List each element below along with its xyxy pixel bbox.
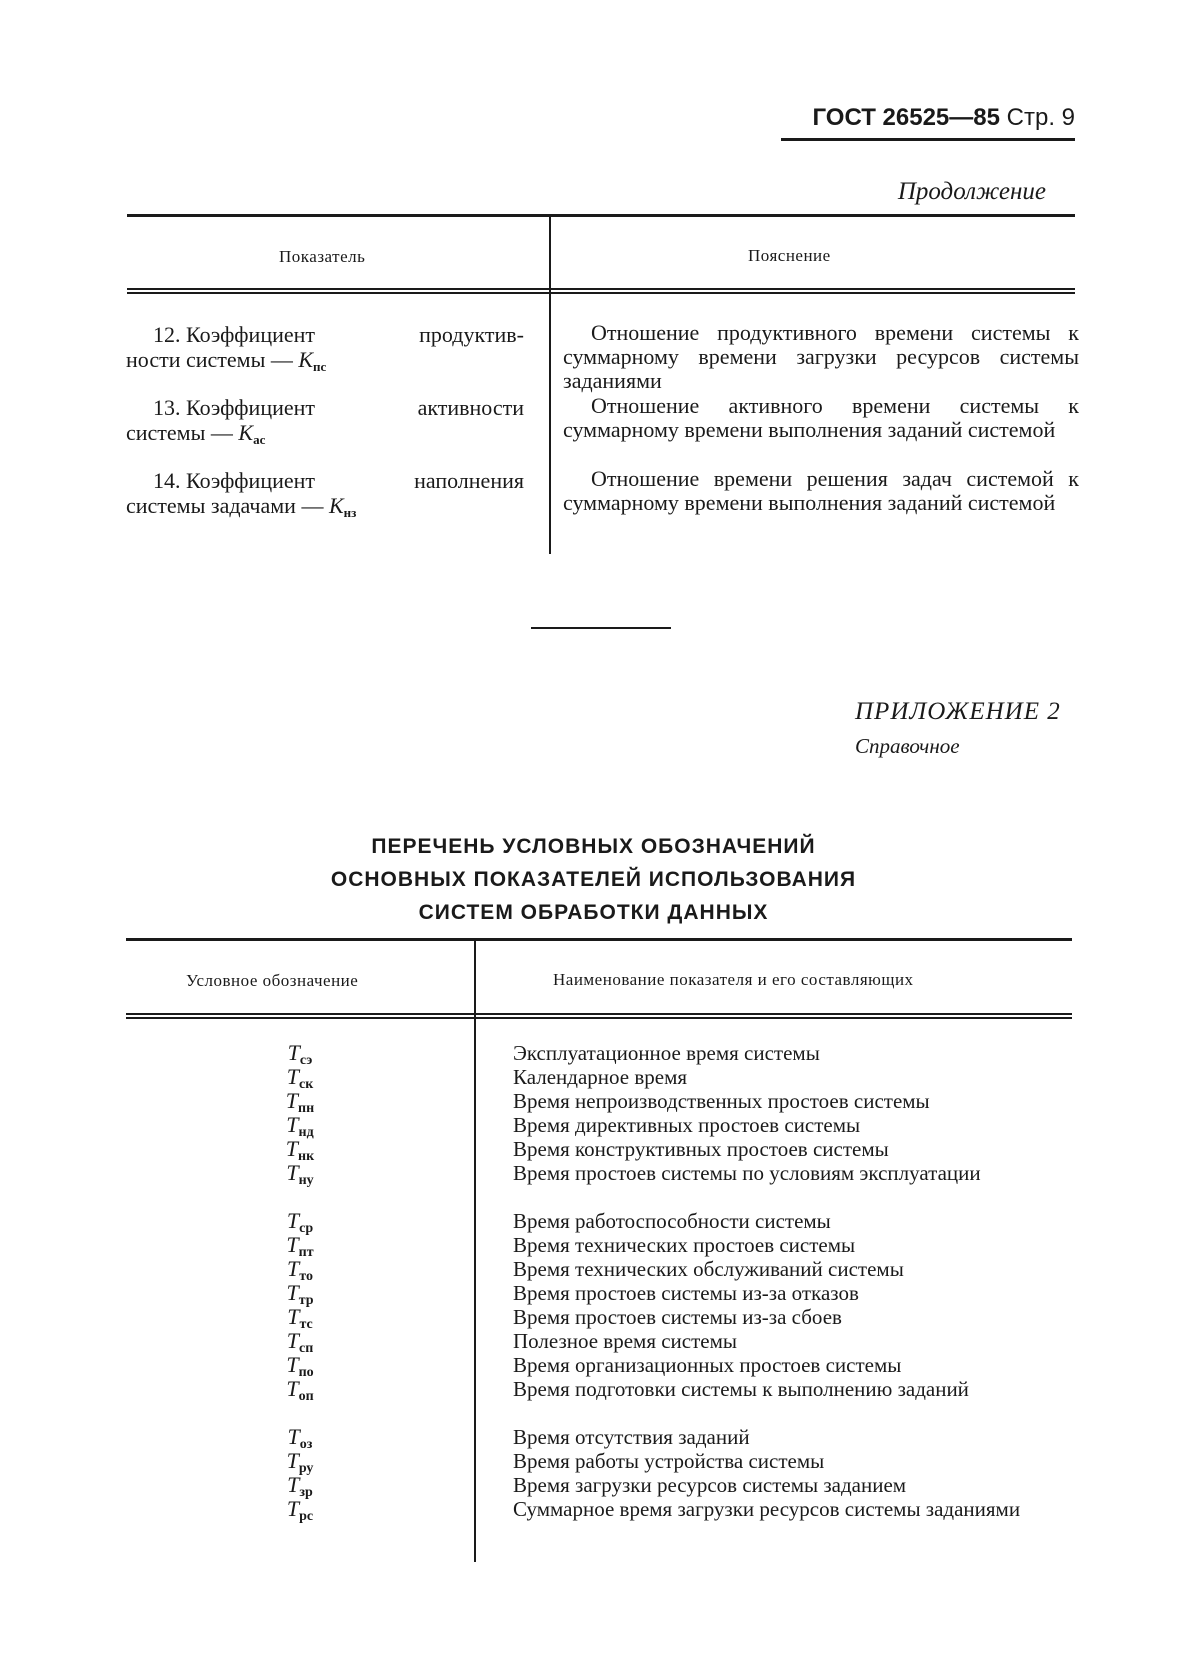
table2-indicator-name: Время организационных простоев системы	[513, 1353, 902, 1377]
table1-top-rule	[127, 214, 1075, 217]
table2-symbol: $T_{то}$	[287, 1256, 313, 1284]
table2-symbol: $T_{тс}$	[287, 1304, 313, 1332]
table1-header-double-rule	[127, 288, 1075, 294]
table2-symbol: $T_{нк}$	[285, 1136, 315, 1164]
table1-column-divider	[549, 216, 551, 554]
list-title-line-1: ПЕРЕЧЕНЬ УСЛОВНЫХ ОБОЗНАЧЕНИЙ	[371, 835, 816, 858]
table2-col1-header: Условное обозначение	[186, 971, 359, 990]
list-title-line-3: СИСТЕМ ОБРАБОТКИ ДАННЫХ	[418, 901, 769, 924]
table2-symbol: $T_{оп}$	[286, 1376, 314, 1404]
continuation-label: Продолжение	[897, 178, 1046, 205]
table2-symbol: $T_{пт}$	[286, 1232, 314, 1260]
table1-col1-header: Показатель	[279, 247, 366, 266]
table2-col2-header: Наименование показателя и его составляющих	[553, 970, 914, 989]
table2-top-rule	[126, 938, 1072, 941]
document-number: ГОСТ 26525—85	[812, 104, 1000, 131]
table2-indicator-name: Суммарное время загрузки ресурсов системы заданиями	[513, 1497, 1021, 1521]
table2-symbol: $T_{зр}$	[287, 1472, 313, 1500]
table2-symbol: $T_{ну}$	[286, 1160, 314, 1188]
table1-row-13-explanation: Отношение активного времени системы к суммарному времени выполнения заданий системой	[563, 393, 1079, 442]
list-title-line-2: ОСНОВНЫХ ПОКАЗАТЕЛЕЙ ИСПОЛЬЗОВАНИЯ	[330, 868, 857, 891]
table2-indicator-name: Время работоспособности системы	[513, 1209, 831, 1233]
table2-symbol: $T_{сэ}$	[287, 1040, 313, 1068]
table2-indicator-name: Время простоев системы по условиям эксплуатации	[513, 1161, 981, 1185]
table2-symbol: $T_{нд}$	[286, 1112, 314, 1140]
table2-indicator-name: Время простоев системы из-за сбоев	[513, 1305, 842, 1329]
table2-indicator-name: Время непроизводственных простоев системы	[513, 1089, 930, 1113]
table1-row-12-explanation: Отношение продуктивного времени системы к суммарному времени загрузки ресурсов системы заданиями	[563, 320, 1079, 393]
table2-header-double-rule	[126, 1013, 1072, 1019]
table2-indicator-name: Время директивных простоев системы	[513, 1113, 861, 1137]
page-number: Стр. 9	[1006, 104, 1075, 131]
table2-indicator-name: Время технических обслуживаний системы	[513, 1257, 904, 1281]
table2-symbol: $T_{сп}$	[286, 1328, 314, 1356]
table2-symbol: $T_{ск}$	[286, 1064, 314, 1092]
table1-col2-header: Пояснение	[748, 246, 831, 265]
table2-indicator-name: Время отсутствия заданий	[513, 1425, 750, 1449]
page-header	[813, 104, 1075, 132]
table2-indicator-name: Календарное время	[513, 1065, 688, 1089]
table2-indicator-name: Время технических простоев системы	[513, 1233, 856, 1257]
table2-symbol: $T_{по}$	[286, 1352, 314, 1380]
table2-indicator-name: Время подготовки системы к выполнению заданий	[513, 1377, 969, 1401]
table2-indicator-name: Полезное время системы	[513, 1329, 738, 1353]
table2-symbol: $T_{рс}$	[286, 1496, 314, 1524]
table2-symbol: $T_{ср}$	[286, 1208, 314, 1236]
table2-indicator-name: Время загрузки ресурсов системы заданием	[513, 1473, 907, 1497]
table2-symbol: $T_{тр}$	[286, 1280, 314, 1308]
table2-indicator-name: Время конструктивных простоев системы	[513, 1137, 889, 1161]
table1-row-12-indicator: 12. Коэффициент продуктив- ности системы — $K_{пс}$	[126, 322, 524, 374]
table2-column-divider	[474, 940, 476, 1562]
header-rule	[781, 138, 1075, 141]
table2-indicator-name: Время простоев системы из-за отказов	[513, 1281, 859, 1305]
table2-symbol: $T_{оз}$	[287, 1424, 313, 1452]
appendix-label: ПРИЛОЖЕНИЕ 2	[855, 698, 1061, 725]
table2-symbol: $T_{пн}$	[285, 1088, 315, 1116]
table1-row-14-indicator: 14. Коэффициент наполнения системы задачами — $K_{нз}$	[126, 468, 524, 520]
section-separator	[531, 627, 671, 629]
table1-row-13-indicator: 13. Коэффициент активности системы — $K_{ас}$	[126, 395, 524, 447]
table2-indicator-name: Время работы устройства системы	[513, 1449, 825, 1473]
appendix-subtitle: Справочное	[855, 734, 960, 758]
table1-row-14-explanation: Отношение времени решения задач системой к суммарному времени выполнения заданий системой	[563, 466, 1079, 515]
table2-indicator-name: Эксплуатационное время системы	[513, 1041, 820, 1065]
table2-symbol: $T_{ру}$	[286, 1448, 314, 1476]
